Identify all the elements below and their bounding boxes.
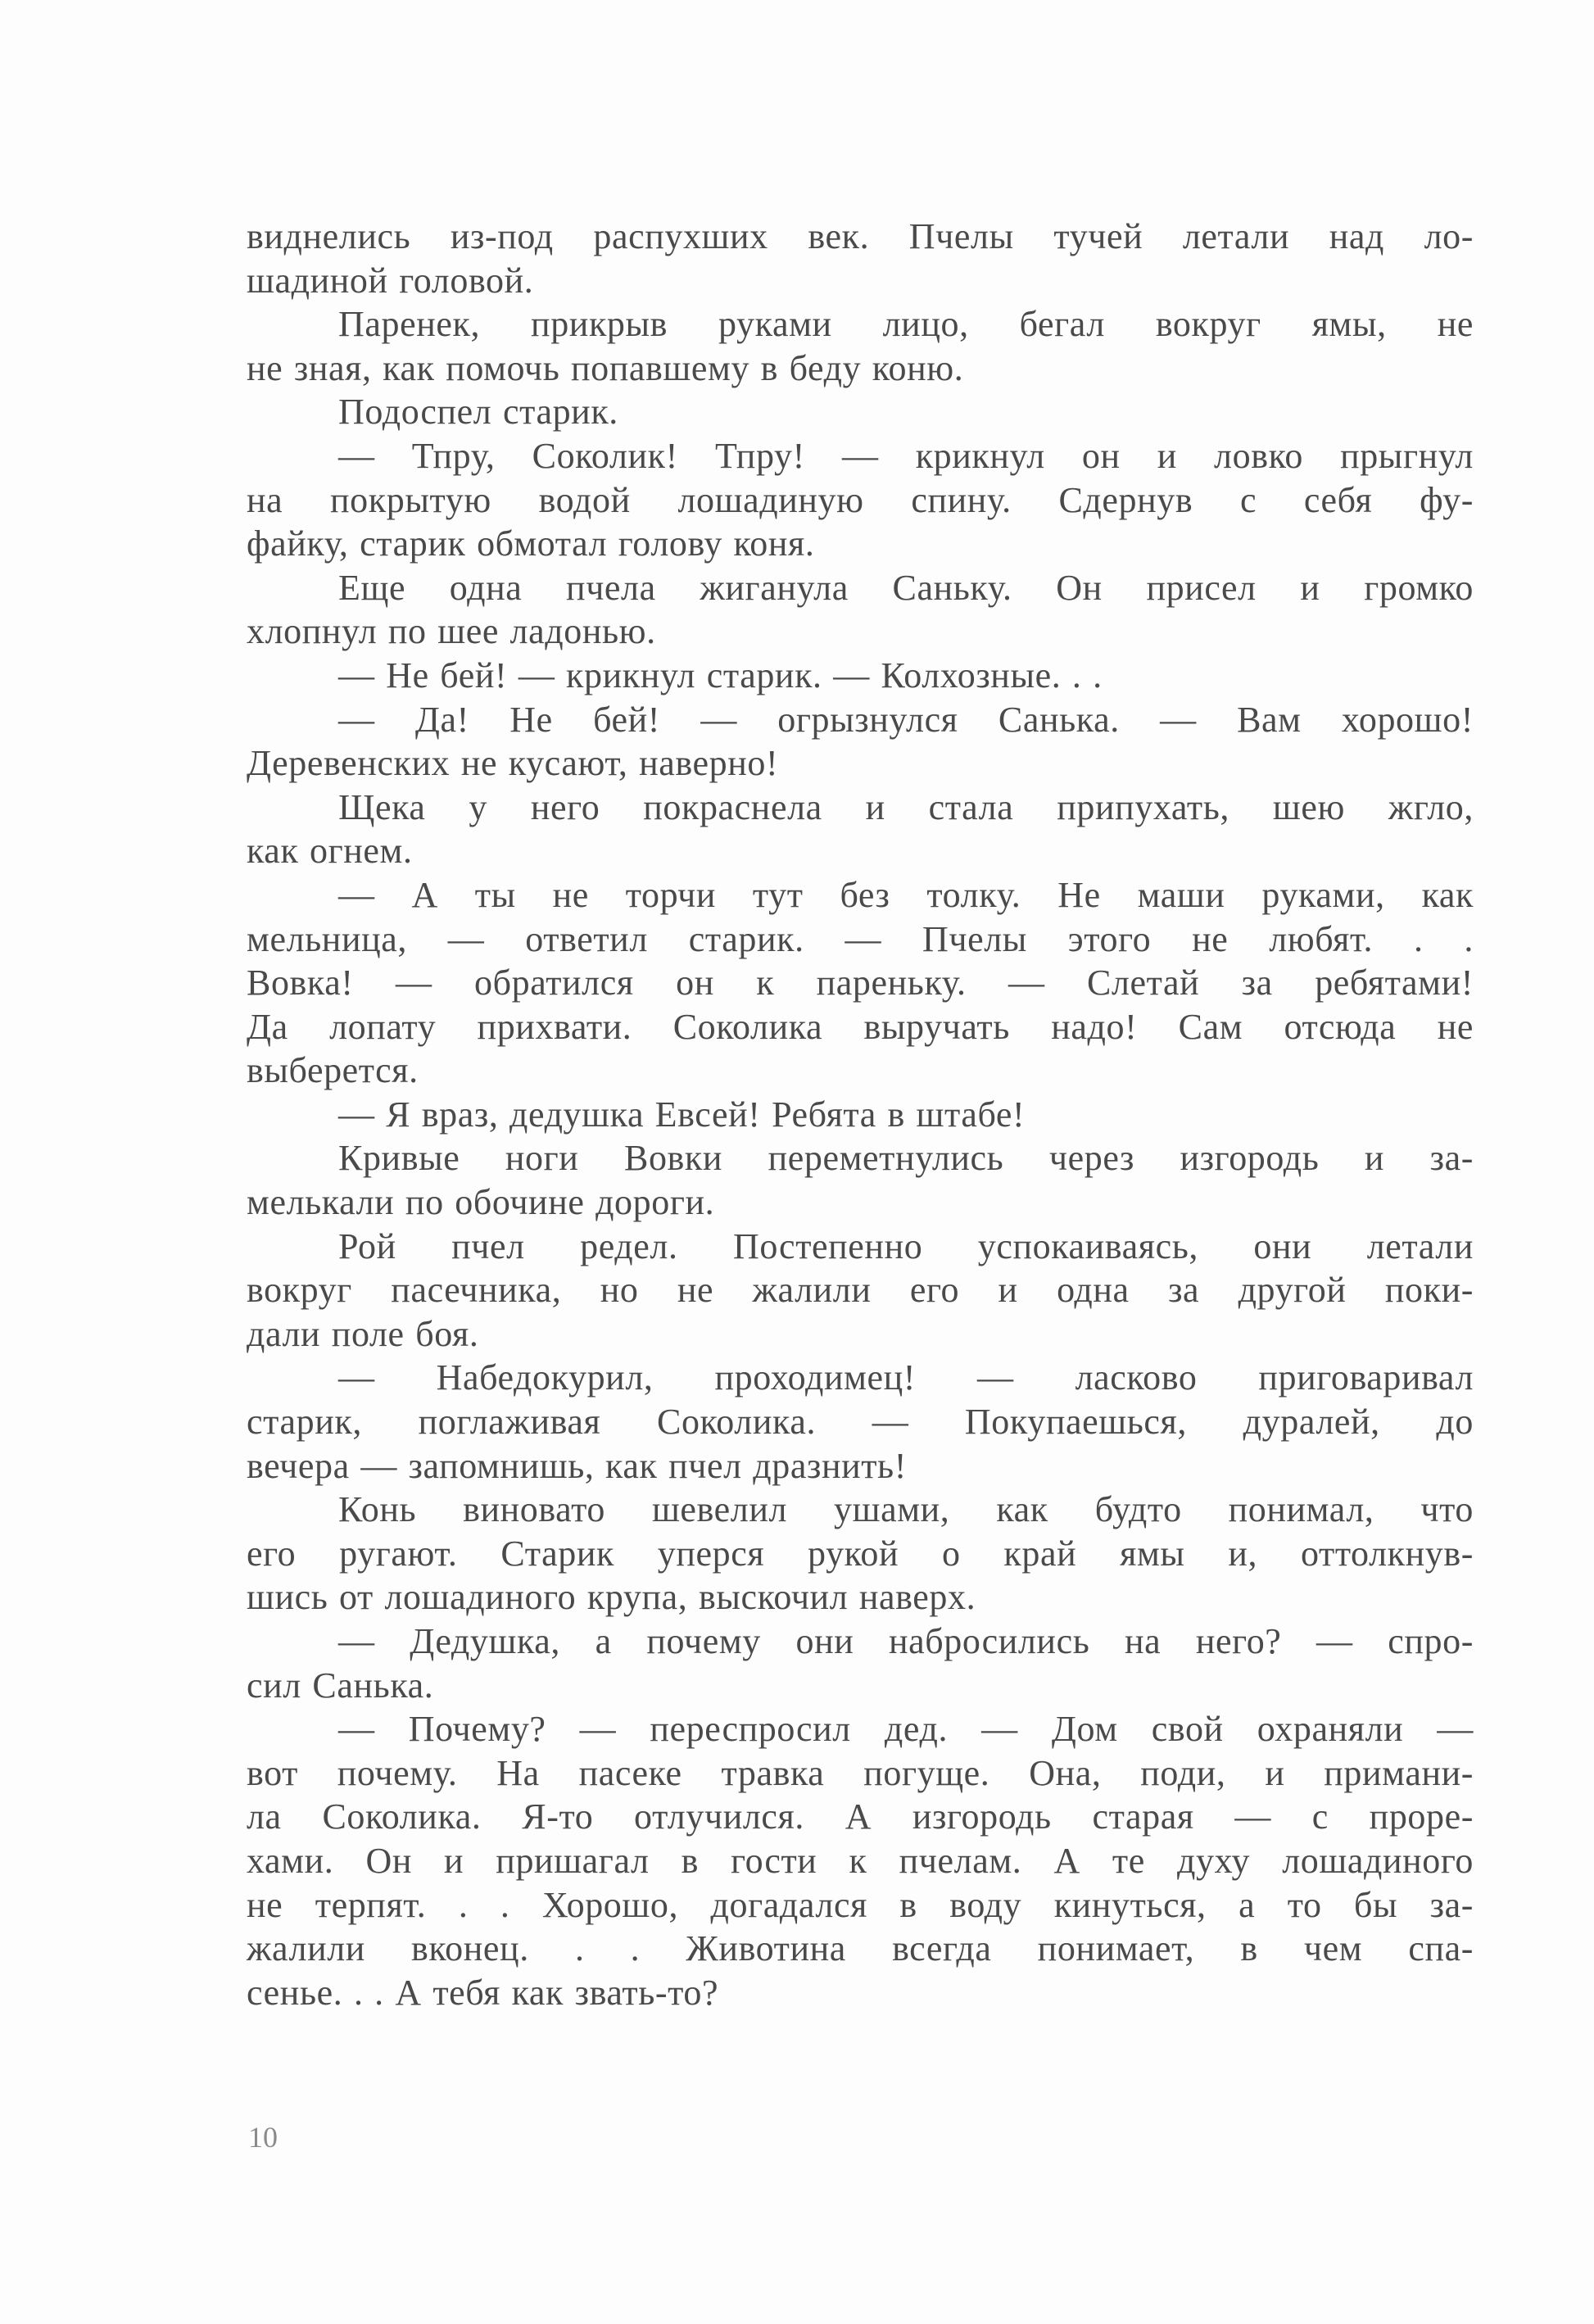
text-line: мельница, — ответил старик. — Пчелы этого не любят. . . — [247, 918, 1474, 959]
text-line: — Не бей! — крикнул старик. — Колхозные. . . — [338, 655, 1103, 695]
text-line: вот почему. На пасеке травка погуще. Она, поди, и примани- — [247, 1752, 1474, 1793]
text-line: сил Санька. — [247, 1665, 434, 1706]
text-line: как огнем. — [247, 831, 413, 872]
text-line: вокруг пасечника, но не жалили его и одна за другой поки- — [247, 1270, 1474, 1311]
text-line: хами. Он и пришагал в гости к пчелам. А те духу лошадиного — [247, 1840, 1474, 1881]
text-line: выберется. — [247, 1050, 419, 1091]
text-line: вечера — запомнишь, как пчел дразнить! — [247, 1445, 907, 1486]
text-line: хлопнул по шее ладонью. — [247, 611, 656, 652]
text-line: Подоспел старик. — [338, 392, 618, 433]
text-line: Вовка! — обратился он к пареньку. — Слетай за ребятами! — [247, 963, 1474, 1003]
text-line: Да лопату прихвати. Соколика выручать надо! Сам отсюда не — [247, 1006, 1474, 1047]
text-line: — Я враз, дедушка Евсей! Ребята в штабе! — [338, 1094, 1026, 1135]
text-line: ла Соколика. Я-то отлучился. А изгородь старая — с проре- — [247, 1796, 1474, 1837]
text-line: не терпят. . . Хорошо, догадался в воду кинуться, а то бы за- — [247, 1884, 1474, 1925]
text-line: на покрытую водой лошадиную спину. Сдернув с себя фу- — [247, 479, 1474, 520]
text-line: Деревенских не кусают, наверно! — [247, 743, 779, 784]
text-line: Щека у него покраснела и стала припухать, шею жгло, — [338, 786, 1474, 827]
text-line: файку, старик обмотал голову коня. — [247, 523, 815, 564]
text-line: шись от лошадиного крупа, выскочил наверх. — [247, 1577, 976, 1618]
text-line: — Дедушка, а почему они набросились на него? — спро- — [338, 1621, 1474, 1661]
text-line: — Тпру, Соколик! Тпру! — крикнул он и ловко прыгнул — [338, 435, 1474, 476]
text-line: — А ты не торчи тут без толку. Не маши руками, как — [338, 874, 1474, 915]
text-line: дали поле боя. — [247, 1313, 479, 1354]
text-line: мелькали по обочине дороги. — [247, 1182, 715, 1223]
text-line: — Набедокурил, проходимец! — ласково приговаривал — [338, 1357, 1474, 1398]
text-line: Рой пчел редел. Постепенно успокаиваясь, они летали — [338, 1225, 1474, 1266]
text-line: виднелись из-под распухших век. Пчелы тучей летали над ло- — [247, 216, 1474, 256]
text-line: старик, поглаживая Соколика. — Покупаешься, дуралей, до — [247, 1402, 1474, 1443]
text-line: — Да! Не бей! — огрызнулся Санька. — Вам хорошо! — [338, 699, 1474, 740]
text-line: — Почему? — переспросил дед. — Дом свой охраняли — — [338, 1709, 1474, 1750]
text-line: сенье. . . А тебя как звать-то? — [247, 1972, 719, 2013]
text-line: Паренек, прикрыв руками лицо, бегал вокруг ямы, не — [338, 304, 1474, 345]
text-line: не зная, как помочь попавшему в беду коню. — [247, 347, 964, 388]
text-line: шадиной головой. — [247, 260, 534, 301]
text-line: жалили вконец. . . Животина всегда понимает, в чем спа- — [247, 1928, 1474, 1969]
page-number: 10 — [248, 2121, 278, 2154]
text-line: Конь виновато шевелил ушами, как будто понимал, что — [338, 1489, 1474, 1530]
text-line: Еще одна пчела жиганула Саньку. Он присел и громко — [338, 567, 1474, 608]
body-text — [247, 215, 1474, 2014]
text-line: его ругают. Старик уперся рукой о край ямы и, оттолкнув- — [247, 1533, 1474, 1574]
text-line: Кривые ноги Вовки переметнулись через изгородь и за- — [338, 1138, 1474, 1179]
